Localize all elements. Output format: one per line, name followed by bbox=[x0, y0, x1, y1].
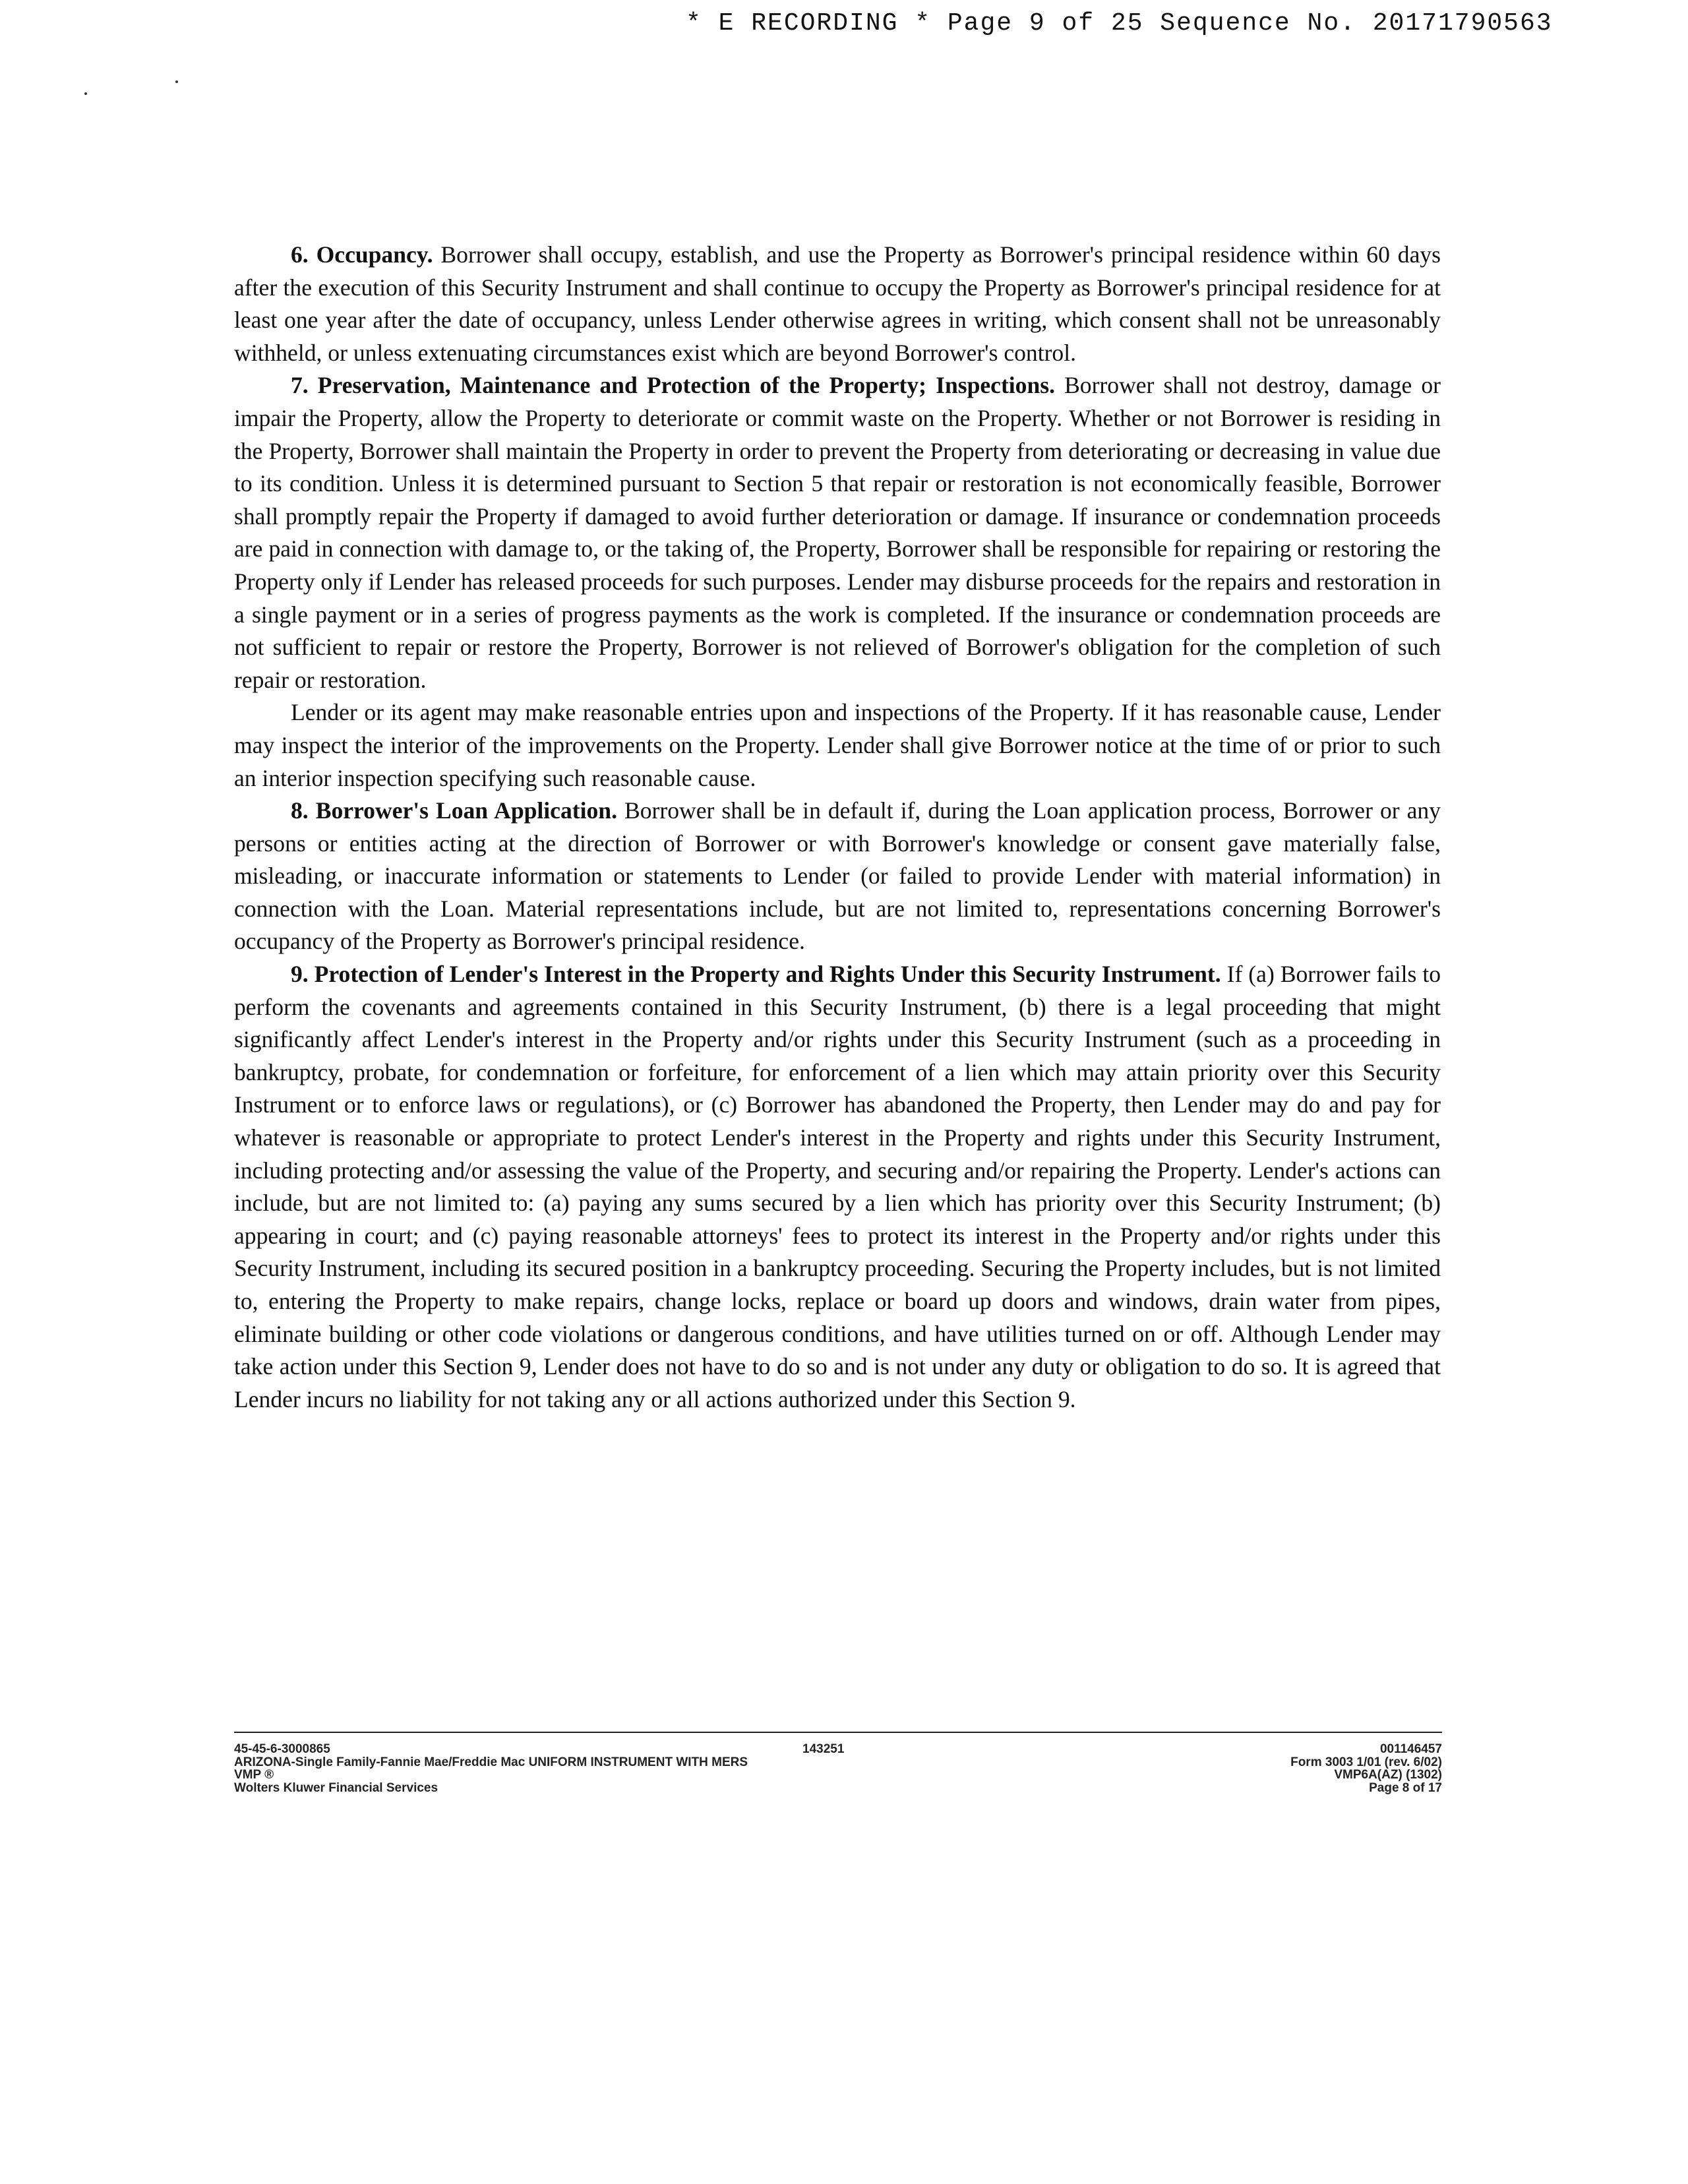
section-loan-application bbox=[234, 795, 1441, 958]
recording-header: * E RECORDING * Page 9 of 25 Sequence No. 20171790563 bbox=[686, 9, 1553, 38]
footer-divider bbox=[234, 1732, 1442, 1733]
footer-right-block bbox=[1290, 1743, 1442, 1794]
footer-middle-code: 143251 bbox=[802, 1742, 845, 1756]
section-text: Borrower shall not destroy, damage or impair the Property, allow the Property to deteriorate or commit waste on the Property. Whether or not Borrower is residing in the Property, Borrower shall maintain the Property in order to prevent the Property from deteriorating or decreasing in value due to its condition. Unless it is determined pursuant to Section 5 that repair or restoration is not economically feasible, Borrower shall promptly repair the Property if damaged to avoid further deterioration or damage. If insurance or condemnation proceeds are paid in connection with damage to, or the taking of, the Property, Borrower shall be responsible for repairing or restoring the Property only if Lender has released proceeds for such purposes. Lender may disburse proceeds for the repairs and restoration in a single payment or in a series of progress payments as the work is completed. If the insurance or condemnation proceeds are not sufficient to repair or restore the Property, Borrower is not relieved of Borrower's obligation for the completion of such repair or restoration. bbox=[234, 372, 1441, 693]
section-heading: 7. Preservation, Maintenance and Protection of the Property; Inspections. bbox=[291, 372, 1055, 399]
form-title: ARIZONA-Single Family-Fannie Mae/Freddie Mac UNIFORM INSTRUMENT WITH MERS bbox=[234, 1755, 748, 1769]
document-body bbox=[234, 239, 1441, 1416]
section-heading: 6. Occupancy. bbox=[291, 241, 433, 268]
form-number: Form 3003 1/01 (rev. 6/02) bbox=[1290, 1755, 1442, 1769]
vmp-code: VMP6A(AZ) (1302) bbox=[1334, 1768, 1442, 1782]
section-text: Borrower shall be in default if, during the Loan application process, Borrower or any persons or entities acting at the direction of Borrower or with Borrower's knowledge or consent gave materially false, misleading, or inaccurate information or statements to Lender (or failed to provide Lender with material information) in connection with the Loan. Material representations include, but are not limited to, representations concerning Borrower's occupancy of the Property as Borrower's principal residence. bbox=[234, 797, 1441, 955]
section-protection-of-interest bbox=[234, 958, 1441, 1416]
section-text: Borrower shall occupy, establish, and use the Property as Borrower's principal residence within 60 days after the execution of this Security Instrument and shall continue to occupy the Property as Borrower's principal residence for at least one year after the date of occupancy, unless Lender otherwise agrees in writing, which consent shall not be unreasonably withheld, or unless extenuating circumstances exist which are beyond Borrower's control. bbox=[234, 241, 1441, 366]
page-number: Page 8 of 17 bbox=[1369, 1780, 1442, 1795]
loan-number: 45-45-6-3000865 bbox=[234, 1742, 330, 1756]
section-preservation bbox=[234, 369, 1441, 696]
vmp-mark: VMP ® bbox=[234, 1768, 274, 1782]
scan-speck bbox=[84, 92, 87, 95]
document-number: 001146457 bbox=[1379, 1742, 1442, 1756]
section-heading: 9. Protection of Lender's Interest in the Property and Rights Under this Security Instrument. bbox=[291, 961, 1221, 988]
section-occupancy bbox=[234, 239, 1441, 369]
scan-speck bbox=[175, 80, 178, 83]
section-heading: 8. Borrower's Loan Application. bbox=[291, 797, 617, 824]
section-text: Lender or its agent may make reasonable entries upon and inspections of the Property. If it has reasonable cause, Lender may inspect the interior of the improvements on the Property. Lender shall give Borrower notice at the time of or prior to such an interior inspection specifying such reasonable cause. bbox=[234, 699, 1441, 791]
footer-left-block bbox=[234, 1743, 748, 1794]
section-inspections bbox=[234, 696, 1441, 795]
publisher: Wolters Kluwer Financial Services bbox=[234, 1780, 438, 1795]
section-text: If (a) Borrower fails to perform the covenants and agreements contained in this Security Instrument, (b) there is a legal proceeding that might significantly affect Lender's interest in the Property and/or rights under this Security Instrument (such as a proceeding in bankruptcy, probate, for condemnation or forfeiture, for enforcement of a lien which may attain priority over this Security Instrument or to enforce laws or regulations), or (c) Borrower has abandoned the Property, then Lender may do and pay for whatever is reasonable or appropriate to protect Lender's interest in the Property and rights under this Security Instrument, including protecting and/or assessing the value of the Property, and securing and/or repairing the Property. Lender's actions can include, but are not limited to: (a) paying any sums secured by a lien which has priority over this Security Instrument; (b) appearing in court; and (c) paying reasonable attorneys' fees to protect its interest in the Property and/or rights under this Security Instrument, including its secured position in a bankruptcy proceeding. Securing the Property includes, but is not limited to, entering the Property to make repairs, change locks, replace or board up doors and windows, drain water from pipes, eliminate building or other code violations or dangerous conditions, and have utilities turned on or off. Although Lender may take action under this Section 9, Lender does not have to do so and is not under any duty or obligation to do so. It is agreed that Lender incurs no liability for not taking any or all actions authorized under this Section 9. bbox=[234, 961, 1441, 1412]
